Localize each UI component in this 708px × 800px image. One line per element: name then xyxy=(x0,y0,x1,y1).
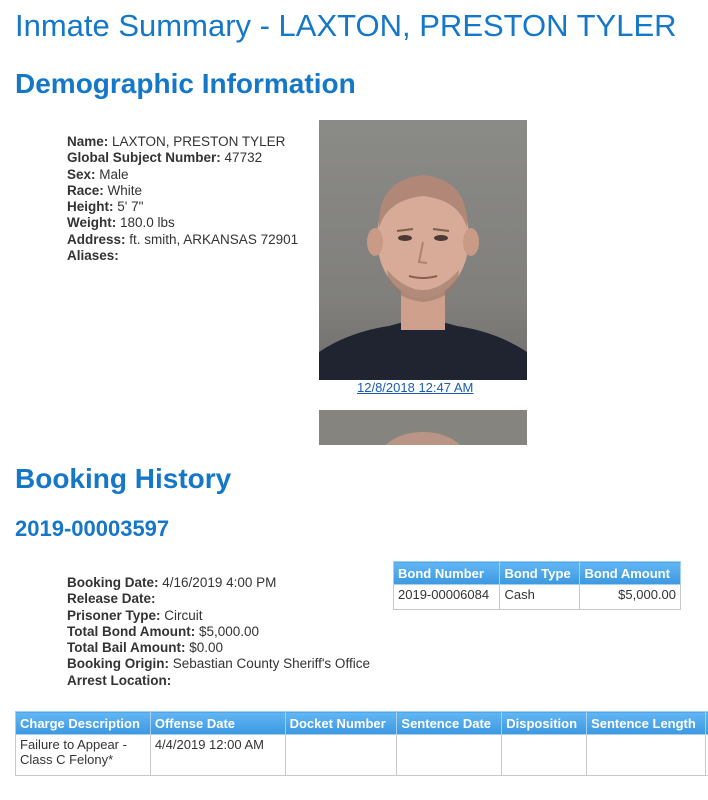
mugshot-image-secondary xyxy=(319,410,527,445)
offense-date-cell: 4/4/2019 12:00 AM xyxy=(150,735,285,776)
table-row xyxy=(16,735,708,776)
sex-value: Male xyxy=(99,166,129,182)
bond-amount-header[interactable]: Bond Amount xyxy=(580,562,681,585)
prisoner-type-label: Prisoner Type: xyxy=(67,607,161,623)
demographics-info xyxy=(67,134,298,264)
subject-number-row xyxy=(67,150,298,166)
subject-number-label: Global Subject Number: xyxy=(67,150,221,166)
booking-date-label: Booking Date: xyxy=(67,575,159,590)
charge-description-cell: Failure to Appear - Class C Felony* xyxy=(16,735,151,776)
total-bail-row xyxy=(67,640,370,656)
address-label: Address: xyxy=(67,231,126,247)
total-bond-value: $5,000.00 xyxy=(198,623,260,639)
booking-date-value: 4/16/2019 4:00 PM xyxy=(162,575,277,590)
arrest-location-row xyxy=(67,673,370,689)
race-label: Race: xyxy=(67,182,104,198)
name-row xyxy=(67,134,298,150)
booking-number: 2019-00003597 xyxy=(15,516,170,541)
race-row xyxy=(67,183,298,199)
offense-date-header[interactable]: Offense Date xyxy=(150,712,285,735)
total-bail-value: $0.00 xyxy=(189,640,224,656)
height-value: 5' 7" xyxy=(117,199,144,215)
bond-number-cell: 2019-00006084 xyxy=(394,585,500,610)
address-value: ft. smith, ARKANSAS 72901 xyxy=(129,231,299,247)
booking-origin-label: Booking Origin: xyxy=(67,656,169,672)
mugshot-photo[interactable] xyxy=(319,120,527,380)
height-row xyxy=(67,199,298,215)
mugshot-date-link[interactable]: 12/8/2018 12:47 AM xyxy=(357,380,474,395)
sentence-date-cell xyxy=(397,735,502,776)
sentence-length-header[interactable]: Sentence Length xyxy=(587,712,706,735)
booking-info xyxy=(67,575,370,689)
sentence-date-header[interactable]: Sentence Date xyxy=(397,712,502,735)
sex-label: Sex: xyxy=(67,166,96,182)
aliases-row xyxy=(67,248,298,264)
total-bond-row xyxy=(67,624,370,640)
demographics-heading: Demographic Information xyxy=(15,68,356,99)
bond-type-header[interactable]: Bond Type xyxy=(500,562,580,585)
disposition-cell xyxy=(502,735,587,776)
height-label: Height: xyxy=(67,199,114,215)
weight-row xyxy=(67,215,298,231)
charge-table xyxy=(15,711,708,776)
docket-number-header[interactable]: Docket Number xyxy=(285,712,397,735)
release-date-label: Release Date: xyxy=(67,591,156,607)
release-date-row xyxy=(67,591,370,607)
booking-history-heading: Booking History xyxy=(15,463,232,494)
prisoner-type-value: Circuit xyxy=(164,607,203,623)
booking-origin-row xyxy=(67,656,370,672)
bond-amount-cell: $5,000.00 xyxy=(580,585,681,610)
name-label: Name: xyxy=(67,134,109,149)
mugshot-image xyxy=(319,120,527,380)
name-value: LAXTON, PRESTON TYLER xyxy=(112,134,286,149)
arrest-location-label: Arrest Location: xyxy=(67,672,172,688)
booking-date-row xyxy=(67,575,370,591)
subject-number-value: 47732 xyxy=(224,150,263,166)
address-row xyxy=(67,232,298,248)
total-bond-label: Total Bond Amount: xyxy=(67,623,196,639)
disposition-header[interactable]: Disposition xyxy=(502,712,587,735)
sex-row xyxy=(67,167,298,183)
total-bail-label: Total Bail Amount: xyxy=(67,640,186,656)
table-row xyxy=(394,585,681,610)
bond-table-header xyxy=(394,562,681,585)
bond-table xyxy=(393,561,681,610)
race-value: White xyxy=(107,182,143,198)
weight-value: 180.0 lbs xyxy=(120,215,175,231)
booking-origin-value: Sebastian County Sheriff's Office xyxy=(172,656,370,672)
bond-type-cell: Cash xyxy=(500,585,580,610)
prisoner-type-row xyxy=(67,608,370,624)
aliases-label: Aliases: xyxy=(67,248,119,264)
charge-table-header xyxy=(16,712,708,735)
page-title: Inmate Summary - LAXTON, PRESTON TYLER xyxy=(15,8,677,43)
sentence-length-cell xyxy=(587,735,706,776)
weight-label: Weight: xyxy=(67,215,117,231)
charge-description-header[interactable]: Charge Description xyxy=(16,712,151,735)
docket-number-cell xyxy=(285,735,397,776)
bond-number-header[interactable]: Bond Number xyxy=(394,562,500,585)
mugshot-photo-secondary[interactable] xyxy=(319,410,527,445)
